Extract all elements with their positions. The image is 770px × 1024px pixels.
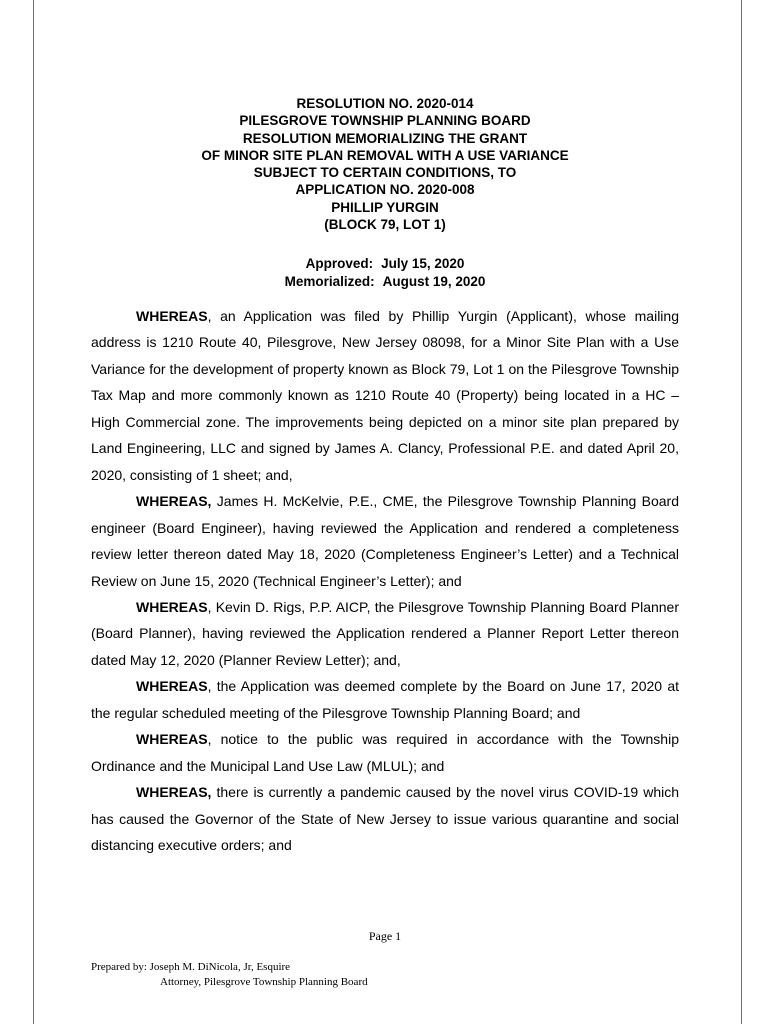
resolution-title [0, 95, 770, 233]
whereas-lead: WHEREAS, [136, 784, 212, 801]
memorialized-value: August 19, 2020 [382, 273, 486, 289]
title-line: APPLICATION NO. 2020-008 [295, 182, 475, 198]
paragraph-text: , notice to the public was required in accordance with the Township Ordinance and the Municipal Land Use Law (MLUL); and [91, 731, 679, 774]
page-number: Page 1 [368, 929, 402, 943]
whereas-paragraph [91, 594, 679, 673]
footer-prepared-by [91, 960, 368, 990]
whereas-paragraph [91, 673, 679, 726]
paragraph-text: , Kevin D. Rigs, P.P. AICP, the Pilesgrove Township Planning Board Planner (Board Planner), having reviewed the Application rendered a Planner Report Letter thereon dated May 12, 2020 (Planner Review Letter); and, [91, 598, 679, 668]
title-line: OF MINOR SITE PLAN REMOVAL WITH A USE VARIANCE [201, 147, 569, 163]
title-line: (BLOCK 79, LOT 1) [324, 217, 446, 233]
title-line: RESOLUTION NO. 2020-014 [296, 96, 474, 111]
title-line: RESOLUTION MEMORIALIZING THE GRANT [242, 130, 528, 146]
footer-line2: Attorney, Pilesgrove Township Planning Board [160, 976, 368, 988]
whereas-lead: WHEREAS [136, 678, 208, 695]
whereas-lead: WHEREAS [136, 598, 208, 615]
resolution-body [91, 303, 679, 859]
approved-value: July 15, 2020 [381, 256, 465, 271]
whereas-paragraph [91, 779, 679, 858]
memorialized-date-line [0, 273, 770, 291]
title-line: PHILLIP YURGIN [331, 199, 439, 215]
resolution-dates [0, 255, 770, 290]
approved-date-line [0, 255, 770, 273]
paragraph-text: James H. McKelvie, P.E., CME, the Pilesgrove Township Planning Board engineer (Board Engineer), having reviewed the Application and rendered a completeness review letter thereon dated May 18, 2020 (Completeness Engineer’s Letter) and a Technical Review on June 15, 2020 (Technical Engineer’s Letter); and [91, 493, 679, 589]
footer-line1: Prepared by: Joseph M. DiNicola, Jr, Esquire [91, 961, 291, 973]
paragraph-text: , an Application was filed by Phillip Yurgin (Applicant), whose mailing address is 1210 Route 40, Pilesgrove, New Jersey 08098, for a Minor Site Plan with a Use Variance for the development of property known as Block 79, Lot 1 on the Pilesgrove Township Tax Map and more commonly known as 1210 Route 40 (Property) being located in a HC – High Commercial zone. The improvements being depicted on a minor site plan prepared by Land Engineering, LLC and signed by James A. Clancy, Professional P.E. and dated April 20, 2020, consisting of 1 sheet; and, [91, 308, 679, 483]
paragraph-text: there is currently a pandemic caused by the novel virus COVID-19 which has caused the Governor of the State of New Jersey to issue various quarantine and social distancing executive orders; and [91, 784, 679, 854]
title-line: PILESGROVE TOWNSHIP PLANNING BOARD [239, 113, 531, 129]
approved-label: Approved: [305, 256, 374, 271]
title-line: SUBJECT TO CERTAIN CONDITIONS, TO [253, 165, 517, 181]
whereas-paragraph [91, 488, 679, 594]
memorialized-label: Memorialized: [284, 273, 375, 289]
whereas-lead: WHEREAS [136, 308, 208, 324]
whereas-paragraph [91, 303, 679, 488]
whereas-lead: WHEREAS [136, 731, 208, 748]
whereas-paragraph [91, 726, 679, 779]
paragraph-text: , the Application was deemed complete by the Board on June 17, 2020 at the regular scheduled meeting of the Pilesgrove Township Planning Board; and [91, 678, 679, 721]
whereas-lead: WHEREAS, [136, 493, 212, 510]
